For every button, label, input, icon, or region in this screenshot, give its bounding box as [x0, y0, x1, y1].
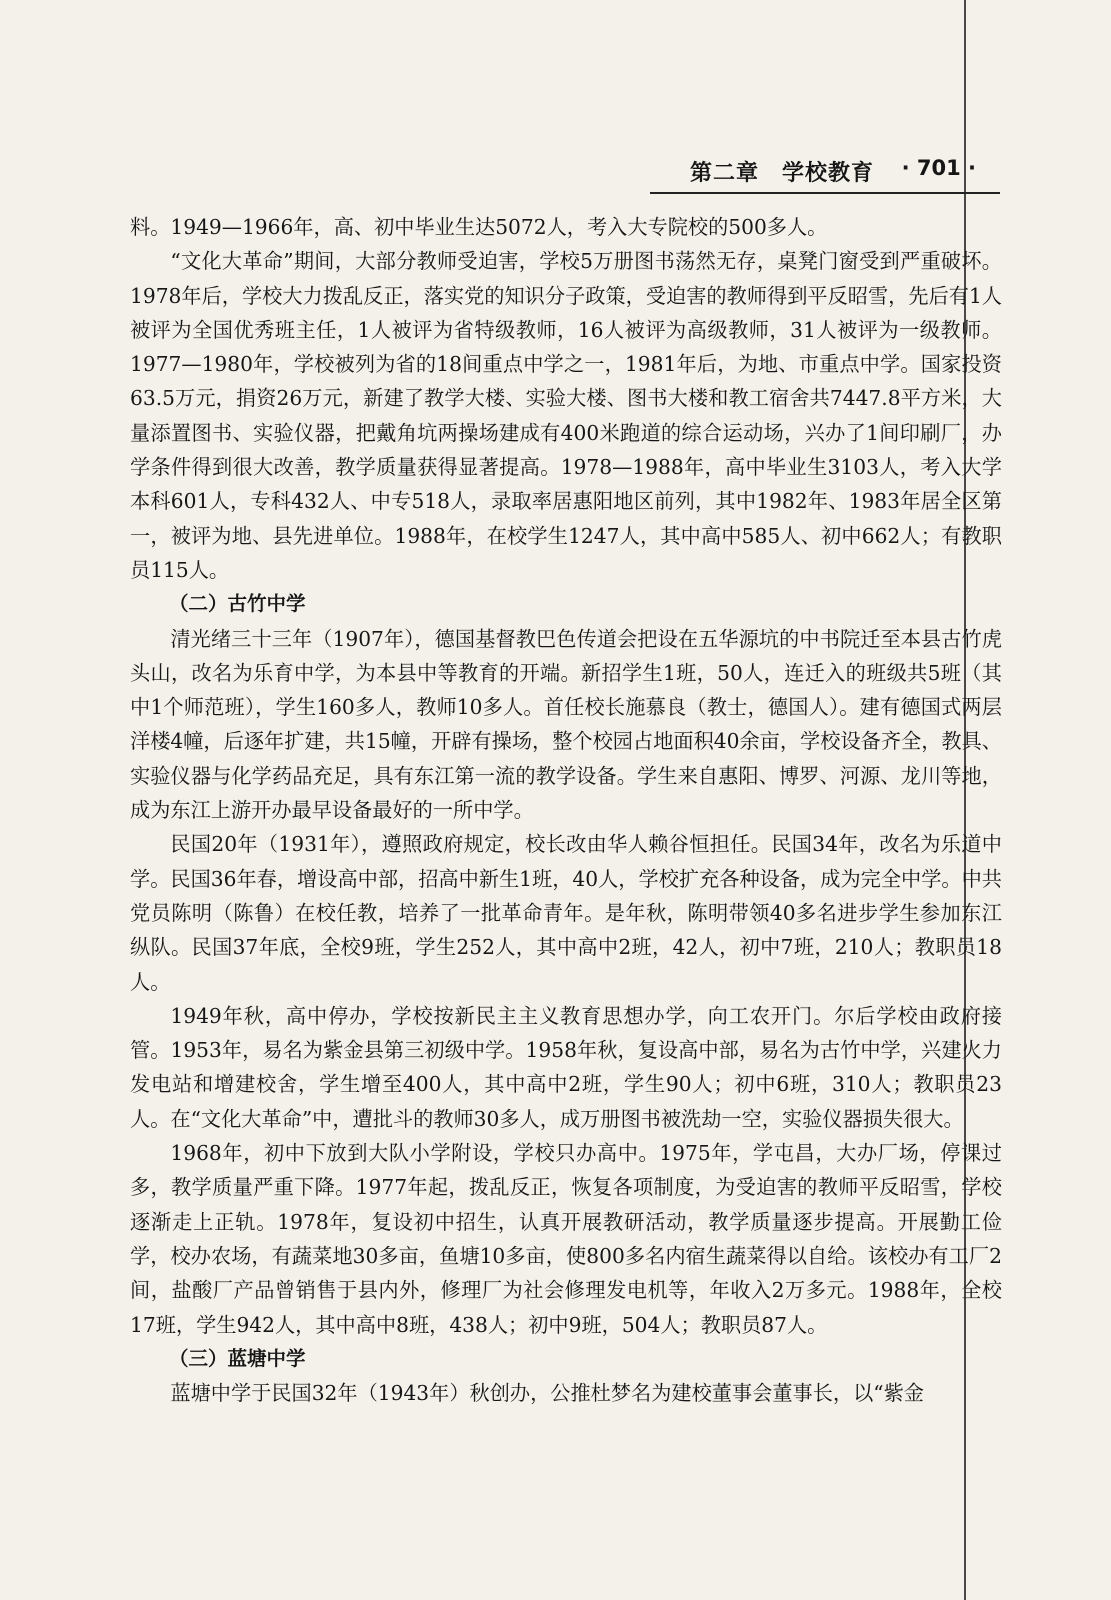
page-header — [650, 152, 1000, 194]
paragraph-continued: 料。1949—1966年，高、初中毕业生达5072人，考入大专院校的500多人。 — [130, 215, 828, 239]
section-heading-guzhu: （二）古竹中学 — [169, 592, 306, 616]
page-number: · 701 · — [901, 156, 976, 180]
paragraph-cultural-revolution: “文化大革命”期间，大部分教师受迫害，学校5万册图书荡然无存，桌凳门窗受到严重破坏。1978年后，学校大力拨乱反正，落实党的知识分子政策，受迫害的教师得到平反昭雪，先后有1人被评为全国优秀班主任，1人被评为省特级教师，16人被评为高级教师，31人被评为一级教师。1977—1980年，学校被列为省的18间重点中学之一，1981年后，为地、市重点中学。国家投资63.5万元，捐资26万元，新建了教学大楼、实验大楼、图书大楼和教工宿舍共7447.8平方米，大量添置图书、实验仪器，把戴角坑两操场建成有400米跑道的综合运动场，兴办了1间印刷厂，办学条件得到很大改善，教学质量获得显著提高。1978—1988年，高中毕业生3103人，考入大学本科601人，专科432人、中专518人，录取率居惠阳地区前列，其中1982年、1983年居全区第一，被评为地、县先进单位。1988年，在校学生1247人，其中高中585人、初中662人；有教职员115人。 — [130, 249, 1002, 582]
chapter-title: 第二章 学校教育 — [690, 161, 875, 186]
paragraph-guzhu-republic: 民国20年（1931年），遵照政府规定，校长改由华人赖谷恒担任。民国34年，改名为乐道中学。民国36年春，增设高中部，招高中新生1班，40人，学校扩充各种设备，成为完全中学。中共党员陈明（陈鲁）在校任教，培养了一批革命青年。是年秋，陈明带领40多名进步学生参加东江纵队。民国37年底，全校9班，学生252人，其中高中2班，42人，初中7班，210人；教职员18人。 — [130, 832, 1002, 994]
section-heading-lantang: （三）蓝塘中学 — [169, 1346, 306, 1370]
paragraph-lantang-founding: 蓝塘中学于民国32年（1943年）秋创办，公推杜梦名为建校董事会董事长，以“紫金 — [170, 1381, 924, 1406]
paragraph-guzhu-founding: 清光绪三十三年（1907年），德国基督教巴色传道会把设在五华源坑的中书院迁至本县古竹虎头山，改名为乐育中学，为本县中等教育的开端。新招学生1班，50人，连迁入的班级共5班（其中1个师范班），学生160多人，教师10多人。首任校长施慕良（教士，德国人）。建有德国式两层洋楼4幢，后逐年扩建，共15幢，开辟有操场，整个校园占地面积40余亩，学校设备齐全，教具、实验仪器与化学药品充足，具有东江第一流的教学设备。学生来自惠阳、博罗、河源、龙川等地，成为东江上游开办最早设备最好的一所中学。 — [130, 626, 1002, 823]
paragraph-guzhu-1968: 1968年，初中下放到大队小学附设，学校只办高中。1975年，学屯昌，大办厂场，停课过多，教学质量严重下降。1977年起，拨乱反正，恢复各项制度，为受迫害的教师平反昭雪，学校逐渐走上正轨。1978年，复设初中招生，认真开展教研活动，教学质量逐步提高。开展勤工俭学，校办农场，有蔬菜地30多亩，鱼塘10多亩，使800多名内宿生蔬菜得以自给。该校办有工厂2间，盐酸厂产品曾销售于县内外，修理厂为社会修理发电机等，年收入2万多元。1988年，全校17班，学生942人，其中高中8班，438人；初中9班，504人；教职员87人。 — [130, 1141, 1002, 1337]
paragraph-guzhu-1949: 1949年秋，高中停办，学校按新民主主义教育思想办学，向工农开门。尔后学校由政府接管。1953年，易名为紫金县第三初级中学。1958年秋，复设高中部，易名为古竹中学，兴建火力发电站和增建校舍，学生增至400人，其中高中2班，学生90人；初中6班，310人；教职员23人。在“文化大革命”中，遭批斗的教师30多人，成万册图书被洗劫一空，实验仪器损失很大。 — [130, 1003, 1002, 1131]
page-body — [130, 210, 1002, 1410]
